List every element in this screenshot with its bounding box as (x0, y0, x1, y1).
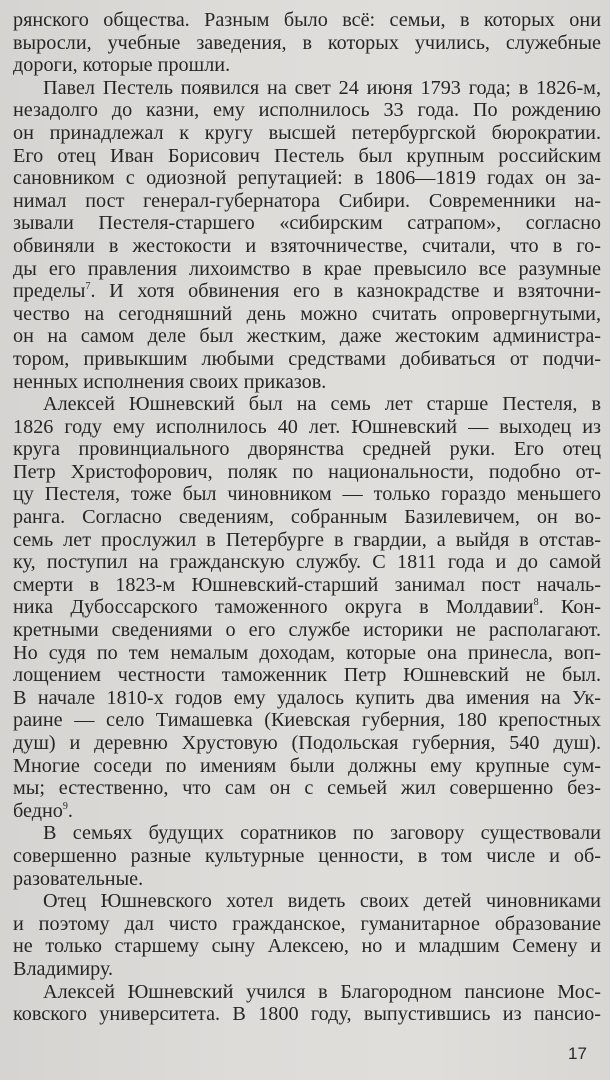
text-line (13, 461, 601, 484)
line-text: ковского университета. В 1800 году, выпустившись из пансио- (13, 1003, 601, 1026)
line-text: не только старшему сыну Алексею, но и младшим Семену и (13, 935, 601, 958)
text-line (13, 325, 601, 348)
footnote-marker: 9 (62, 800, 68, 812)
line-text: В семьях будущих соратников по заговору существовали (43, 822, 601, 845)
text-line (13, 9, 601, 32)
line-text: В начале 1810-х годов ему удалось купить два имения на Ук- (13, 686, 601, 709)
line-text: Отец Юшневского хотел видеть своих детей чиновниками (43, 890, 601, 913)
text-line (13, 99, 601, 122)
footnote-marker: 7 (85, 281, 91, 293)
text-line (13, 280, 601, 303)
line-text: он на самом деле был жестким, даже жестоким администра- (13, 325, 601, 348)
text-line (13, 77, 601, 100)
line-text: бедно (13, 799, 63, 822)
text-line (13, 506, 601, 529)
text-line (13, 416, 601, 439)
text-line (13, 1003, 601, 1026)
line-text: Владимиру. (13, 957, 114, 980)
line-text: тором, привыкшим любыми средствами добиваться от подчи- (13, 347, 601, 370)
text-line (13, 596, 601, 619)
text-line (13, 529, 601, 552)
text-line (13, 935, 601, 958)
line-text: ды его правления лихоимство в крае превысило все разумные (13, 257, 601, 280)
paragraph (13, 890, 601, 980)
line-text: Но судя по тем немалым доходам, которые она принесла, воп- (13, 641, 601, 664)
line-text: разовательные. (13, 867, 144, 890)
line-text: смерти в 1823-м Юшневский-старший занимал пост началь- (13, 573, 601, 596)
line-text-continued: . (67, 799, 73, 822)
line-text: ненных исполнения своих приказов. (13, 370, 327, 393)
text-line (13, 822, 601, 845)
text-line (13, 145, 601, 168)
text-line (13, 868, 601, 891)
line-text: Многие соседи по имениям были должны ему крупные сум- (13, 754, 601, 777)
text-line (13, 664, 601, 687)
line-text: 1826 году ему исполнилось 40 лет. Юшневский — выходец из (13, 415, 601, 438)
line-text: Петр Христофорович, поляк по национальности, подобно от- (13, 460, 601, 483)
text-line (13, 687, 601, 710)
line-text-continued: . Кон- (538, 596, 601, 619)
paragraph (13, 822, 601, 890)
text-line (13, 845, 601, 868)
line-text: и поэтому дал чисто гражданское, гуманитарное образование (13, 912, 601, 935)
text-line (13, 800, 601, 823)
text-line (13, 32, 601, 55)
line-text: Его отец Иван Борисович Пестель был крупным российским (13, 144, 601, 167)
line-text: круга провинциального дворянства средней руки. Его отец (13, 438, 601, 461)
text-line (13, 981, 601, 1004)
text-line (13, 190, 601, 213)
line-text: пределы (13, 280, 86, 303)
line-text: цу Пестеля, тоже был чиновником — только гораздо меньшего (13, 483, 601, 506)
text-line (13, 393, 601, 416)
text-line (13, 913, 601, 936)
text-line (13, 348, 601, 371)
text-line (13, 642, 601, 665)
text-line (13, 958, 601, 981)
line-text: совершенно разные культурные ценности, в том числе и об- (13, 844, 601, 867)
line-text: ника Дубоссарского таможенного округа в Молдавии (13, 596, 534, 619)
line-text: мы; естественно, что сам он с семьей жил совершенно без- (13, 777, 601, 800)
line-text: обвиняли в жестокости и взяточничестве, считали, что в го- (13, 234, 601, 257)
line-text: нимал пост генерал-губернатора Сибири. Современники на- (13, 189, 601, 212)
line-text: дороги, которые прошли. (13, 54, 231, 77)
paragraph (13, 393, 601, 822)
text-line (13, 54, 601, 77)
paragraph (13, 77, 601, 393)
text-line (13, 732, 601, 755)
line-text: незадолго до казни, ему исполнилось 33 года. По рождению (13, 99, 601, 122)
text-line (13, 438, 601, 461)
text-line (13, 755, 601, 778)
line-text: чество на сегодняшний день можно считать опровергнутыми, (13, 302, 601, 325)
text-line (13, 303, 601, 326)
text-line (13, 551, 601, 574)
line-text: выросли, учебные заведения, в которых учились, служебные (13, 31, 601, 54)
footnote-marker: 8 (533, 597, 539, 609)
text-line (13, 258, 601, 281)
text-line (13, 371, 601, 394)
text-line (13, 890, 601, 913)
line-text: раине — село Тимашевка (Киевская губерния, 180 крепостных (13, 709, 601, 732)
text-line (13, 709, 601, 732)
body-text (13, 9, 601, 1026)
line-text-continued: . И хотя обвинения его в казнокрадстве и взяточни- (90, 280, 601, 303)
line-text: Павел Пестель появился на свет 24 июня 1793 года; в 1826-м, (43, 76, 601, 99)
text-line (13, 235, 601, 258)
text-line (13, 574, 601, 597)
line-text: ку, поступил на гражданскую службу. С 1811 года и до самой (13, 551, 601, 574)
line-text: зывали Пестеля-старшего «сибирским сатрапом», согласно (13, 212, 601, 235)
text-line (13, 619, 601, 642)
text-line (13, 212, 601, 235)
line-text: сановником с одиозной репутацией: в 1806—1819 годах он за- (13, 167, 601, 190)
paragraph (13, 981, 601, 1026)
line-text: ранга. Согласно сведениям, собранным Базилевичем, он во- (13, 506, 601, 529)
line-text: душ) и деревню Хрустовую (Подольская губерния, 540 душ). (13, 732, 601, 754)
line-text: Алексей Юшневский был на семь лет старше Пестеля, в (43, 393, 601, 416)
line-text: семь лет прослужил в Петербурге в гвардии, а выйдя в отстав- (13, 528, 601, 551)
line-text: лощением честности таможенник Петр Юшневский не был. (13, 664, 601, 687)
page-number: 17 (568, 1044, 587, 1063)
text-line (13, 167, 601, 190)
text-line (13, 122, 601, 145)
text-line (13, 483, 601, 506)
line-text: рянского общества. Разным было всё: семьи, в которых они (13, 9, 601, 31)
line-text: Алексей Юшневский учился в Благородном пансионе Мос- (43, 980, 601, 1003)
text-line (13, 777, 601, 800)
line-text: он принадлежал к кругу высшей петербургской бюрократии. (13, 121, 601, 144)
line-text: кретными сведениями о его службе историки не располагают. (13, 619, 601, 642)
paragraph (13, 9, 601, 77)
